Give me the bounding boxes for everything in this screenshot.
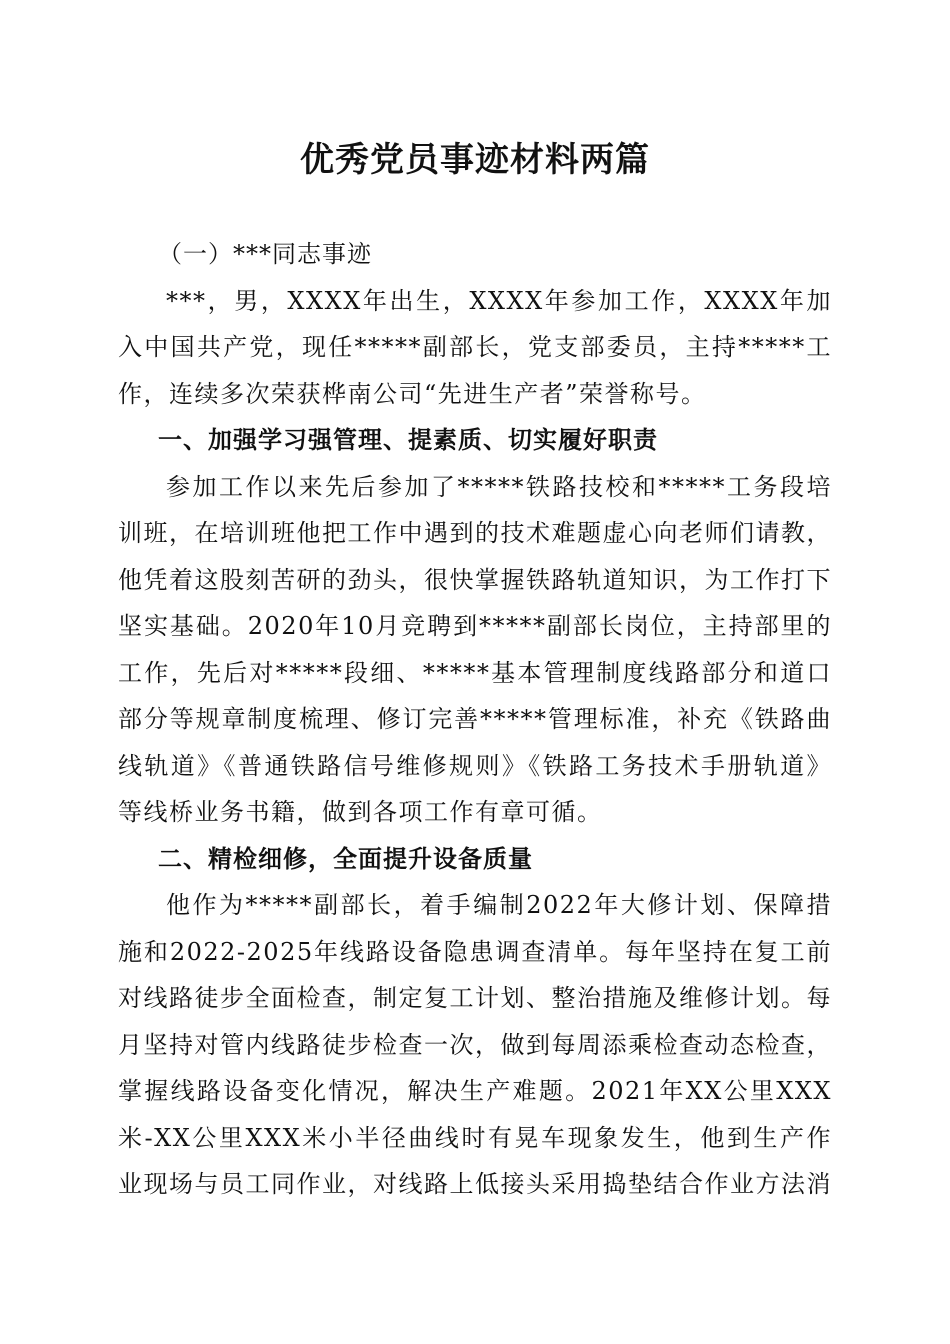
body-paragraph-2: 他作为*****副部长，着手编制2022年大修计划、保障措施和2022-2025年线路设备隐患调查清单。每年坚持在复工前对线路徒步全面检查，制定复工计划、整治措施及维修计划。每月坚持对管内线路徒步检查一次，做到每周添乘检查动态检查，掌握线路设备变化情况，解决生产难题。2021年XX公里XXX米-XX公里XXX米小半径曲线时有晃车现象发生，他到生产作业现场与员工同作业，对线路上低接头采用捣垫结合作业方法消 bbox=[118, 891, 832, 1198]
document-title: 优秀党员事迹材料两篇 bbox=[300, 140, 650, 180]
section-heading-1: 一、加强学习强管理、提素质、切实履好职责 bbox=[158, 426, 658, 454]
intro-paragraph: ***，男，XXXX年出生，XXXX年参加工作，XXXX年加入中国共产党，现任*****副部长，党支部委员，主持*****工作，连续多次荣获桦南公司“先进生产者”荣誉称号。 bbox=[118, 286, 832, 408]
body-paragraph-1: 参加工作以来先后参加了*****铁路技校和*****工务段培训班，在培训班他把工作中遇到的技术难题虚心向老师们请教，他凭着这股刻苦研的劲头，很快掌握铁路轨道知识，为工作打下坚实基础。2020年10月竞聘到*****副部长岗位，主持部里的工作，先后对*****段细、*****基本管理制度线路部分和道口部分等规章制度梳理、修订完善*****管理标准，补充《铁路曲线轨道》《普通铁路信号维修规则》《铁路工务技术手册轨道》等线桥业务书籍，做到各项工作有章可循。 bbox=[118, 472, 832, 826]
section-label: （一）***同志事迹 bbox=[158, 240, 372, 268]
document-body bbox=[118, 231, 832, 1208]
section-heading-2: 二、精检细修，全面提升设备质量 bbox=[158, 844, 533, 873]
